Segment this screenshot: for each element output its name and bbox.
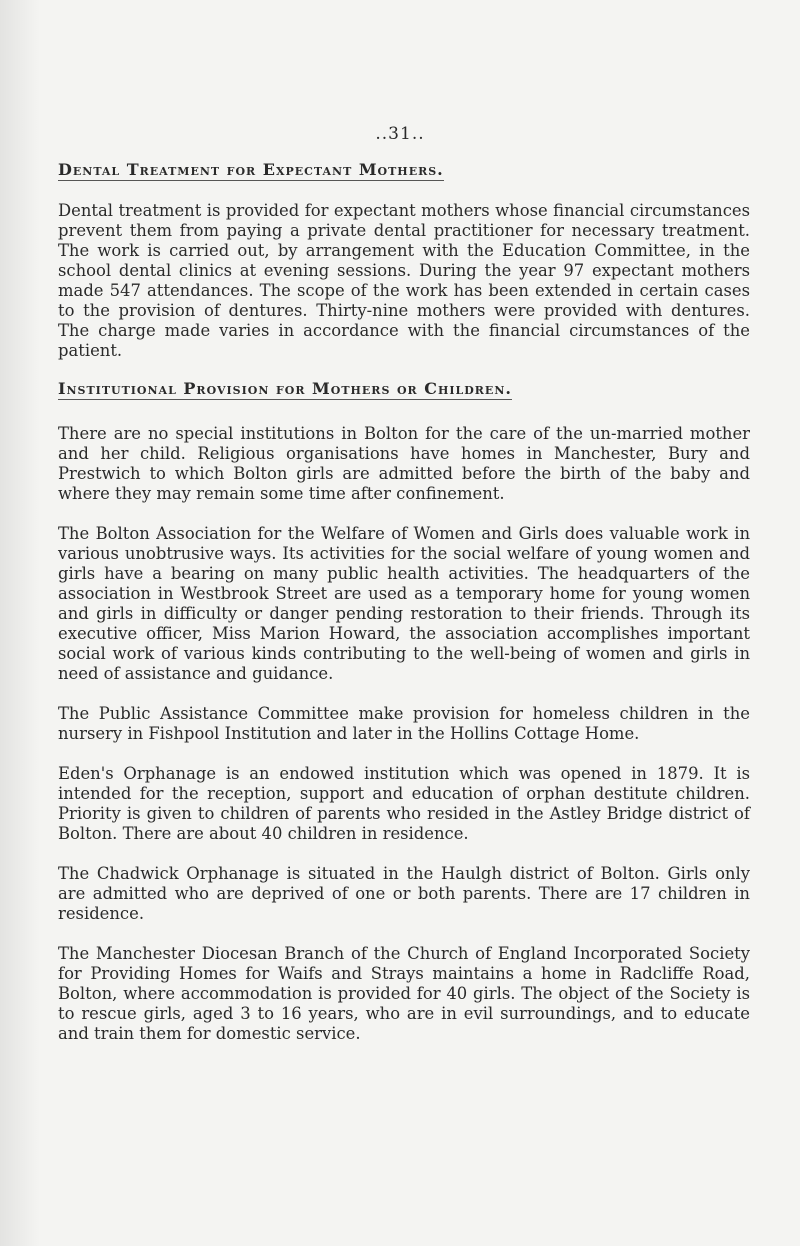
paragraph-public-assistance: The Public Assistance Committee make provision for homeless children in the nursery in Fishpool Institution and later in the Hollins Cottage Home. [58, 704, 750, 743]
scan-edge-shadow [0, 0, 40, 1246]
paragraph-special-institutions: There are no special institutions in Bolton for the care of the un-married mother and her child. Religious organisations have homes in Manchester, Bury and Prestwich to which Bolton girls are admitted before the birth of the baby and where they may remain some time after confinement. [58, 424, 750, 503]
paragraph-edens-orphanage: Eden's Orphanage is an endowed institution which was opened in 1879. It is intended for the reception, support and education of orphan destitute children. Priority is given to children of parents who resided in the Astley Bridge district of Bolton. There are about 40 children in residence. [58, 764, 750, 843]
page-number: ..31.. [375, 124, 425, 144]
section-institutional-provision [58, 361, 750, 1044]
section-dental-treatment [58, 160, 750, 361]
paragraph-dental-treatment: Dental treatment is provided for expectant mothers whose financial circumstances prevent them from paying a private dental practitioner for necessary treatment. The work is carried out, by arrangement with the Education Committee, in the school dental clinics at evening sessions. During the year 97 expectant mothers made 547 attendances. The scope of the work has been extended in certain cases to the provision of dentures. Thirty-nine mothers were provided with dentures. The charge made varies in accordance with the financial circumstances of the patient. [58, 201, 750, 360]
paragraph-chadwick-orphanage: The Chadwick Orphanage is situated in the Haulgh district of Bolton. Girls only are admitted who are deprived of one or both parents. There are 17 children in residence. [58, 864, 750, 923]
paragraph-welfare-association: The Bolton Association for the Welfare of Women and Girls does valuable work in various unobtrusive ways. Its activities for the social welfare of young women and girls have a bearing on many public health activities. The headquarters of the association in Westbrook Street are used as a temporary home for young women and girls in difficulty or danger pending restoration to their friends. Through its executive officer, Miss Marion Howard, the association accomplishes important social work of various kinds contributing to the well-being of women and girls in need of assistance and guidance. [58, 524, 750, 683]
paragraph-waifs-and-strays: The Manchester Diocesan Branch of the Church of England Incorporated Society for Providing Homes for Waifs and Strays maintains a home in Radcliffe Road, Bolton, where accommodation is provided for 40 girls. The object of the Society is to rescue girls, aged 3 to 16 years, who are in evil surroundings, and to educate and train them for domestic service. [58, 944, 750, 1043]
page-body [58, 160, 750, 1044]
section-heading-dental-treatment: Dental Treatment for Expectant Mothers. [58, 160, 444, 179]
section-heading-institutional-provision: Institutional Provision for Mothers or Children. [58, 379, 512, 398]
